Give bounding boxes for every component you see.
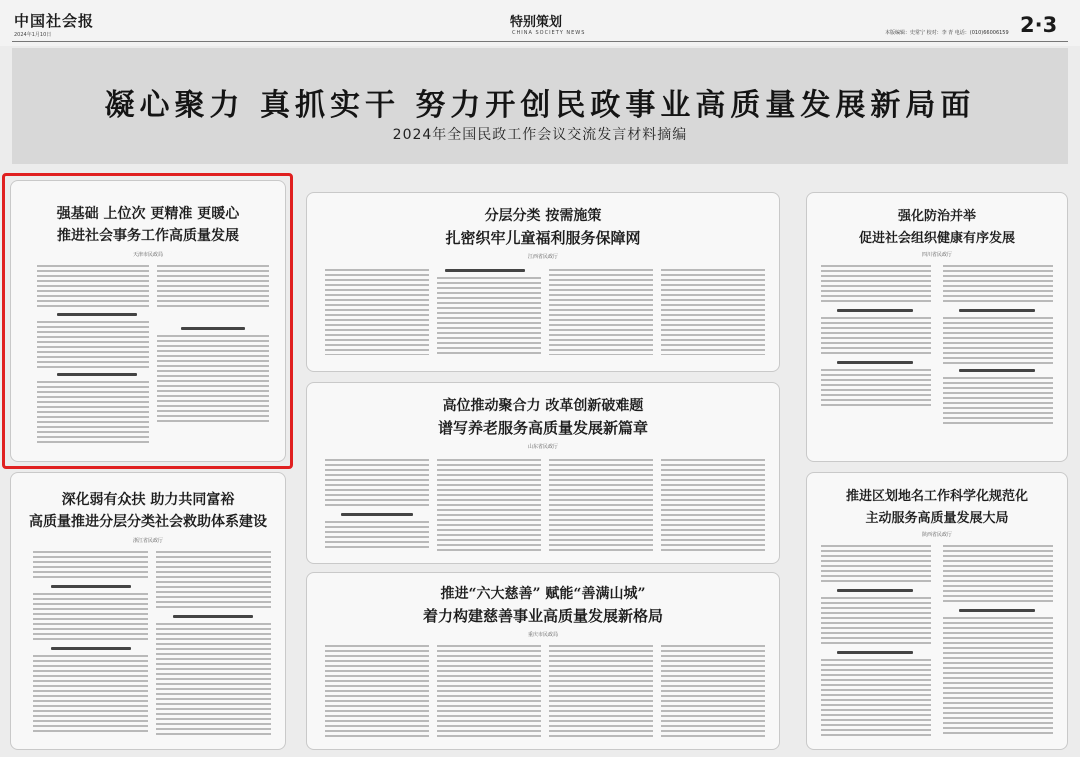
article-author: 江西省民政厅 — [527, 254, 558, 260]
article-author: 天津市民政局 — [132, 252, 163, 258]
page-number: 2·3 — [1020, 13, 1058, 37]
article-body-column — [821, 545, 931, 585]
article-body-column — [821, 265, 931, 305]
article-body-column — [437, 645, 541, 737]
article-title-line1: 高位推动聚合力 改革创新破难题 — [442, 398, 644, 414]
article-subheading — [173, 615, 253, 618]
article-body-column — [943, 545, 1053, 605]
article-subheading — [51, 647, 131, 650]
article-body-column — [821, 317, 931, 357]
issue-date: 2024年1月10日 — [14, 32, 52, 38]
article-author: 陕西省民政厅 — [921, 532, 952, 538]
article-body-column — [156, 623, 271, 735]
article-body-column — [661, 269, 765, 355]
article-author: 四川省民政厅 — [921, 252, 952, 258]
article-card-jiangxi[interactable] — [306, 192, 780, 372]
article-body-column — [943, 617, 1053, 737]
article-card-shandong[interactable] — [306, 382, 780, 564]
article-body-column — [549, 269, 653, 355]
article-title-line1: 强基础 上位次 更精准 更暖心 — [56, 206, 240, 222]
article-card-sichuan[interactable] — [806, 192, 1068, 462]
article-title-line1: 强化防治并举 — [897, 209, 976, 224]
article-subheading — [51, 585, 131, 588]
article-body-column — [549, 459, 653, 551]
article-card-shaanxi[interactable] — [806, 472, 1068, 750]
masthead-rule — [12, 41, 1068, 42]
article-author: 浙江省民政厅 — [132, 538, 163, 544]
article-body-column — [33, 551, 148, 581]
article-title-line2: 扎密织牢儿童福利服务保障网 — [445, 229, 641, 247]
newspaper-logo: 中国社会报 — [14, 12, 95, 30]
article-title-line1: 深化弱有众扶 助力共同富裕 — [61, 492, 235, 508]
article-body-column — [33, 593, 148, 643]
article-author: 山东省民政厅 — [527, 444, 558, 450]
article-body-column — [821, 659, 931, 737]
section-title: 特别策划 — [510, 15, 563, 30]
article-subheading — [837, 589, 913, 592]
article-title-line2: 促进社会组织健康有序发展 — [858, 231, 1015, 246]
article-title-line2: 谱写养老服务高质量发展新篇章 — [437, 419, 648, 437]
article-subheading — [959, 309, 1035, 312]
article-subheading — [837, 309, 913, 312]
article-body-column — [437, 277, 541, 355]
masthead — [0, 0, 1080, 46]
article-body-column — [325, 459, 429, 509]
article-body-column — [821, 369, 931, 409]
article-body-column — [325, 521, 429, 551]
article-card-chongqing[interactable] — [306, 572, 780, 750]
article-body-column — [437, 459, 541, 551]
article-body-column — [943, 265, 1053, 305]
article-title-line2: 主动服务高质量发展大局 — [865, 511, 1009, 526]
article-subheading — [959, 609, 1035, 612]
article-title-line1: 推进“六大慈善” 赋能“善满山城” — [440, 586, 646, 602]
article-body-column — [661, 459, 765, 551]
article-body-column — [325, 645, 429, 737]
editor-info: 本版编辑：史常宁 校对：李 青 电话：(010)66006159 — [885, 30, 1009, 36]
article-title-line1: 推进区划地名工作科学化规范化 — [845, 489, 1028, 504]
article-body-column — [156, 551, 271, 611]
article-title-line2: 着力构建慈善事业高质量发展新格局 — [422, 607, 663, 625]
article-body-column — [943, 377, 1053, 427]
article-body-column — [33, 655, 148, 735]
article-body-column — [943, 317, 1053, 365]
article-title-line2: 高质量推进分层分类社会救助体系建设 — [29, 514, 267, 530]
article-body-column — [549, 645, 653, 737]
article-subheading — [837, 651, 913, 654]
article-subheading — [837, 361, 913, 364]
article-subheading — [959, 369, 1035, 372]
article-author: 重庆市民政局 — [527, 632, 558, 638]
section-title-en: CHINA SOCIETY NEWS — [512, 30, 586, 36]
article-body-column — [325, 269, 429, 355]
article-title-line1: 分层分类 按需施策 — [484, 208, 602, 224]
banner-subtitle: 2024年全国民政工作会议交流发言材料摘编 — [392, 127, 688, 143]
article-body-column — [821, 597, 931, 647]
article-title-line2: 推进社会事务工作高质量发展 — [57, 228, 239, 244]
article-card-zhejiang[interactable] — [10, 472, 286, 750]
highlight-box — [2, 173, 293, 469]
article-body-column — [661, 645, 765, 737]
article-subheading — [445, 269, 525, 272]
banner-title: 凝心聚力 真抓实干 努力开创民政事业高质量发展新局面 — [104, 88, 976, 123]
article-subheading — [341, 513, 413, 516]
